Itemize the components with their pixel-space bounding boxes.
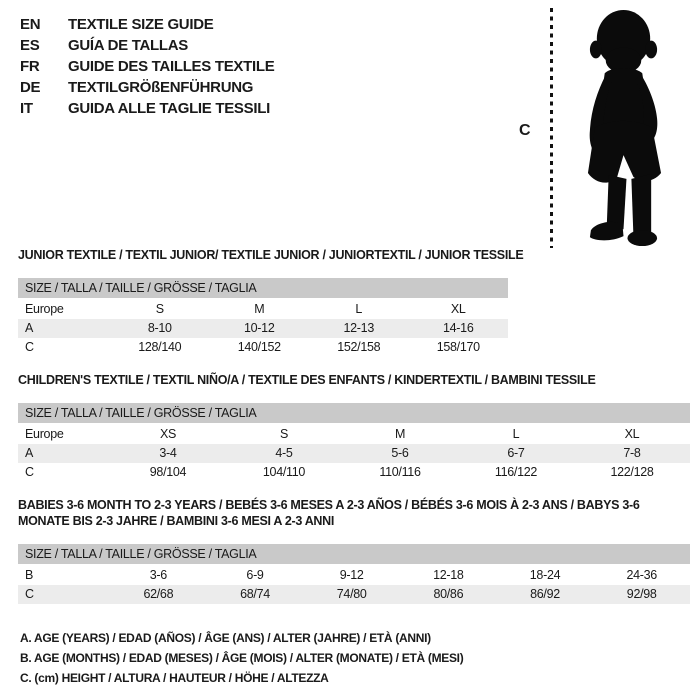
language-code: IT [20, 100, 33, 117]
language-row [20, 98, 274, 119]
table-row [18, 338, 508, 357]
language-title: GUÍA DE TALLAS [68, 37, 188, 54]
row-label: Europe [25, 427, 64, 441]
size-cell: 140/152 [237, 340, 281, 354]
height-measure-figure [505, 6, 685, 252]
language-row [20, 56, 274, 77]
language-row [20, 14, 274, 35]
size-cell: L [355, 302, 363, 316]
language-row [20, 77, 274, 98]
language-title: TEXTILE SIZE GUIDE [68, 16, 214, 33]
size-table-section [18, 247, 690, 357]
size-cell: 8-10 [147, 321, 172, 335]
row-label: C [25, 340, 34, 354]
row-label: C [25, 587, 34, 601]
size-cell: 12-13 [343, 321, 374, 335]
language-title: TEXTILGRÖßENFÜHRUNG [68, 79, 254, 96]
size-table-section [18, 497, 690, 604]
row-label: A [25, 446, 34, 460]
size-cell: S [279, 427, 289, 441]
table-title: JUNIOR TEXTILE / TEXTIL JUNIOR/ TEXTILE JUNIOR / JUNIORTEXTIL / JUNIOR TESSILE [18, 248, 524, 262]
size-cell: 110/116 [379, 465, 421, 479]
measure-c-label: C [519, 122, 531, 139]
size-cell: 9-12 [339, 568, 364, 582]
size-cell: 158/170 [436, 340, 480, 354]
size-cell: 86/92 [530, 587, 560, 601]
row-label: C [25, 465, 34, 479]
language-title-list [20, 14, 274, 119]
table-row [18, 585, 690, 604]
size-cell: XS [159, 427, 177, 441]
size-cell: M [254, 302, 265, 316]
table-row [18, 425, 690, 444]
size-cell: 80/86 [433, 587, 464, 601]
table-row [18, 463, 690, 482]
height-dashed-line-icon [550, 8, 553, 248]
size-cell: XL [624, 427, 640, 441]
language-row [20, 35, 274, 56]
size-header-bar: SIZE / TALLA / TAILLE / GRÖSSE / TAGLIA [18, 278, 508, 298]
tables [18, 247, 690, 619]
size-cell: 4-5 [275, 446, 293, 460]
size-cell: L [512, 427, 520, 441]
table-row [18, 444, 690, 463]
size-cell: 92/98 [626, 587, 657, 601]
table-row [18, 566, 690, 585]
language-code: EN [20, 16, 41, 33]
size-cell: M [394, 427, 406, 441]
size-cell: 62/68 [143, 587, 174, 601]
language-code: ES [20, 37, 40, 54]
footnote-line: C. (cm) HEIGHT / ALTURA / HAUTEUR / HÖHE / ALTEZZA [20, 671, 329, 685]
table-row [18, 300, 508, 319]
table-title: BABIES 3-6 MONTH TO 2-3 YEARS / BEBÉS 3-6 MESES A 2-3 AÑOS / BÉBÉS 3-6 MOIS À 2-3 ANS / BABYS 3-6 MONATE BIS 2-3 JAHRE / BAMBINI 3-6 MESI A 2-3 ANNI [18, 498, 640, 528]
size-cell: 18-24 [529, 568, 561, 582]
size-cell: 5-6 [391, 446, 409, 460]
size-cell: 116/122 [494, 465, 538, 479]
footnote-line: A. AGE (YEARS) / EDAD (AÑOS) / ÂGE (ANS) / ALTER (JAHRE) / ETÀ (ANNI) [20, 631, 431, 645]
baby-silhouette-icon [565, 8, 683, 250]
size-cell: 6-7 [507, 446, 525, 460]
size-cell: 104/110 [262, 465, 306, 479]
row-label: Europe [25, 302, 64, 316]
size-cell: 24-36 [626, 568, 657, 582]
size-cell: 3-6 [149, 568, 167, 582]
size-cell: S [155, 302, 164, 316]
size-cell: 98/104 [149, 465, 187, 479]
language-code: DE [20, 79, 41, 96]
size-cell: 74/80 [336, 587, 367, 601]
footnote-line: B. AGE (MONTHS) / EDAD (MESES) / ÂGE (MOIS) / ALTER (MONATE) / ETÀ (MESI) [20, 651, 464, 665]
size-table-section [18, 372, 690, 482]
row-label: B [25, 568, 34, 582]
size-cell: 152/158 [337, 340, 381, 354]
language-title: GUIDA ALLE TAGLIE TESSILI [68, 100, 270, 117]
size-cell: 68/74 [240, 587, 270, 601]
size-cell: 10-12 [244, 321, 275, 335]
size-cell: 122/128 [610, 465, 654, 479]
size-header-bar: SIZE / TALLA / TAILLE / GRÖSSE / TAGLIA [18, 544, 690, 564]
size-cell: 3-4 [159, 446, 177, 460]
size-cell: 14-16 [443, 321, 474, 335]
table-row [18, 319, 508, 338]
footnotes [20, 628, 463, 688]
size-cell: 7-8 [623, 446, 641, 460]
row-label: A [25, 321, 34, 335]
size-cell: 128/140 [138, 340, 182, 354]
size-cell: 12-18 [433, 568, 464, 582]
language-title: GUIDE DES TAILLES TEXTILE [68, 58, 275, 75]
table-title: CHILDREN'S TEXTILE / TEXTIL NIÑO/A / TEXTILE DES ENFANTS / KINDERTEXTIL / BAMBINI TESSILE [18, 373, 596, 387]
language-code: FR [20, 58, 40, 75]
size-header-bar: SIZE / TALLA / TAILLE / GRÖSSE / TAGLIA [18, 403, 690, 423]
size-cell: 6-9 [246, 568, 264, 582]
size-cell: XL [450, 302, 466, 316]
